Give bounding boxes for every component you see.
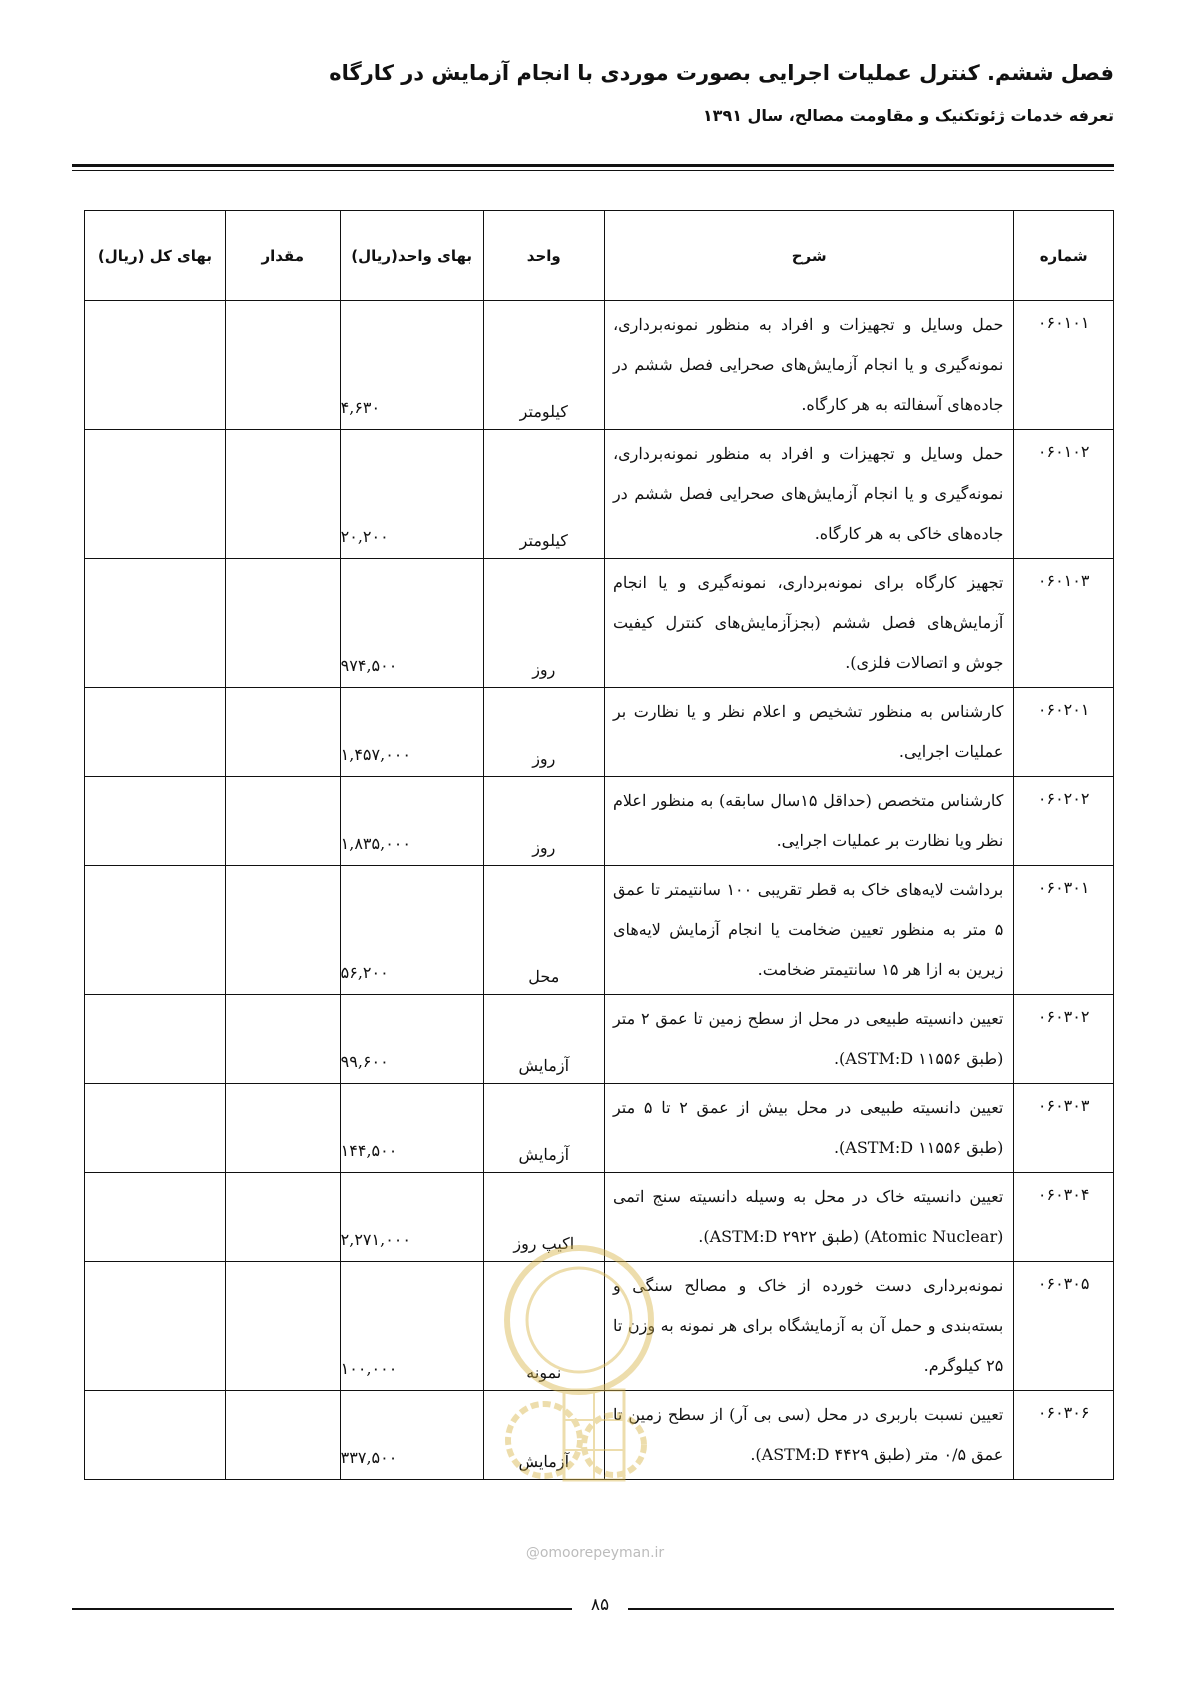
item-unit-price: ۱۴۴,۵۰۰ [340,1084,483,1173]
item-description: نمونه‌برداری دست خورده از خاک و مصالح سنگی و بسته‌بندی و حمل آن به آزمایشگاه برای هر نمونه به وزن تا ۲۵ کیلوگرم. [604,1262,1013,1391]
item-description: تجهیز کارگاه برای نمونه‌برداری، نمونه‌گیری و یا انجام آزمایش‌های فصل ششم (بجزآزمایش‌های کنترل کیفیت جوش و اتصالات فلزی). [604,559,1013,688]
item-total-cell [85,777,226,866]
table-row [85,995,1114,1084]
item-unit-price: ۹۷۴,۵۰۰ [340,559,483,688]
item-code: ۰۶۰۳۰۶ [1014,1391,1114,1480]
item-qty-cell [225,430,340,559]
item-total-cell [85,866,226,995]
item-code: ۰۶۰۳۰۵ [1014,1262,1114,1391]
item-description: کارشناس به منظور تشخیص و اعلام نظر و یا نظارت بر عملیات اجرایی. [604,688,1013,777]
item-qty-cell [225,1084,340,1173]
table-row [85,430,1114,559]
item-unit: کیلومتر [483,301,604,430]
item-qty-cell [225,777,340,866]
item-qty-cell [225,301,340,430]
item-unit-price: ۲,۲۷۱,۰۰۰ [340,1173,483,1262]
item-unit: روز [483,688,604,777]
item-code: ۰۶۰۱۰۳ [1014,559,1114,688]
item-unit: روز [483,559,604,688]
item-unit-price: ۴,۶۳۰ [340,301,483,430]
item-qty-cell [225,1391,340,1480]
item-code: ۰۶۰۳۰۱ [1014,866,1114,995]
item-total-cell [85,1391,226,1480]
item-qty-cell [225,1262,340,1391]
item-unit: محل [483,866,604,995]
item-total-cell [85,1173,226,1262]
table-row [85,688,1114,777]
item-description: تعیین دانسیته خاک در محل به وسیله دانسیته سنج اتمی (Atomic Nuclear) (طبق ASTM:D ۲۹۲۲). [604,1173,1013,1262]
item-unit-price: ۲۰,۲۰۰ [340,430,483,559]
table-header-row [85,211,1114,301]
item-unit: اکیپ روز [483,1173,604,1262]
item-unit: آزمایش [483,1084,604,1173]
item-unit-price: ۳۳۷,۵۰۰ [340,1391,483,1480]
item-code: ۰۶۰۳۰۲ [1014,995,1114,1084]
item-description: حمل وسایل و تجهیزات و افراد به منظور نمونه‌برداری، نمونه‌گیری و یا انجام آزمایش‌های صحرایی فصل ششم در جاده‌های خاکی به هر کارگاه. [604,430,1013,559]
item-qty-cell [225,995,340,1084]
table-row [85,1084,1114,1173]
item-unit: آزمایش [483,995,604,1084]
item-unit: نمونه [483,1262,604,1391]
page-header [76,58,1114,130]
item-unit: کیلومتر [483,430,604,559]
footer-rule-right [628,1608,1114,1610]
item-description: برداشت لایه‌های خاک به قطر تقریبی ۱۰۰ سانتیمتر تا عمق ۵ متر به منظور تعیین ضخامت یا انجام آزمایش لایه‌های زیرین به ازا هر ۱۵ سانتیمتر ضخامت. [604,866,1013,995]
item-unit: روز [483,777,604,866]
page-number: ۸۵ [590,1595,610,1615]
col-header-unit: واحد [483,211,604,301]
table-row [85,559,1114,688]
table-row [85,1391,1114,1480]
item-total-cell [85,1262,226,1391]
item-unit: آزمایش [483,1391,604,1480]
item-code: ۰۶۰۱۰۱ [1014,301,1114,430]
header-rule-thin [72,170,1114,171]
item-qty-cell [225,866,340,995]
header-rule-thick [72,164,1114,167]
item-unit-price: ۱۰۰,۰۰۰ [340,1262,483,1391]
item-description: تعیین نسبت باربری در محل (سی بی آر) از سطح زمین تا عمق ۰/۵ متر (طبق ASTM:D ۴۴۲۹). [604,1391,1013,1480]
col-header-desc: شرح [604,211,1013,301]
table-row [85,301,1114,430]
item-total-cell [85,430,226,559]
item-code: ۰۶۰۱۰۲ [1014,430,1114,559]
table-row [85,1173,1114,1262]
table-row [85,866,1114,995]
item-total-cell [85,995,226,1084]
chapter-title: فصل ششم. کنترل عملیات اجرایی بصورت موردی با انجام آزمایش در کارگاه [329,61,1114,85]
item-unit-price: ۱,۴۵۷,۰۰۰ [340,688,483,777]
item-total-cell [85,1084,226,1173]
item-code: ۰۶۰۲۰۱ [1014,688,1114,777]
item-qty-cell [225,559,340,688]
item-description: کارشناس متخصص (حداقل ۱۵سال سابقه) به منظور اعلام نظر ویا نظارت بر عملیات اجرایی. [604,777,1013,866]
col-header-total: بهای کل (ریال) [85,211,226,301]
item-qty-cell [225,688,340,777]
item-total-cell [85,559,226,688]
item-description: تعیین دانسیته طبیعی در محل از سطح زمین تا عمق ۲ متر (طبق ASTM:D ۱۱۵۵۶). [604,995,1013,1084]
tariff-table [84,210,1114,1480]
col-header-qty: مقدار [225,211,340,301]
item-code: ۰۶۰۳۰۳ [1014,1084,1114,1173]
footer-rule-left [72,1608,572,1610]
tariff-subtitle: تعرفه خدمات ژئوتکنیک و مقاومت مصالح، سال ۱۳۹۱ [702,106,1114,125]
item-total-cell [85,688,226,777]
item-code: ۰۶۰۲۰۲ [1014,777,1114,866]
col-header-code: شماره [1014,211,1114,301]
watermark-site-text: @omoorepeyman.ir [525,1545,665,1561]
item-unit-price: ۵۶,۲۰۰ [340,866,483,995]
item-description: حمل وسایل و تجهیزات و افراد به منظور نمونه‌برداری، نمونه‌گیری و یا انجام آزمایش‌های صحرایی فصل ششم در جاده‌های آسفالته به هر کارگاه. [604,301,1013,430]
item-qty-cell [225,1173,340,1262]
item-unit-price: ۹۹,۶۰۰ [340,995,483,1084]
item-unit-price: ۱,۸۳۵,۰۰۰ [340,777,483,866]
table-row [85,1262,1114,1391]
item-description: تعیین دانسیته طبیعی در محل بیش از عمق ۲ تا ۵ متر (طبق ASTM:D ۱۱۵۵۶). [604,1084,1013,1173]
table-row [85,777,1114,866]
col-header-unit-price: بهای واحد(ریال) [340,211,483,301]
item-code: ۰۶۰۳۰۴ [1014,1173,1114,1262]
item-total-cell [85,301,226,430]
